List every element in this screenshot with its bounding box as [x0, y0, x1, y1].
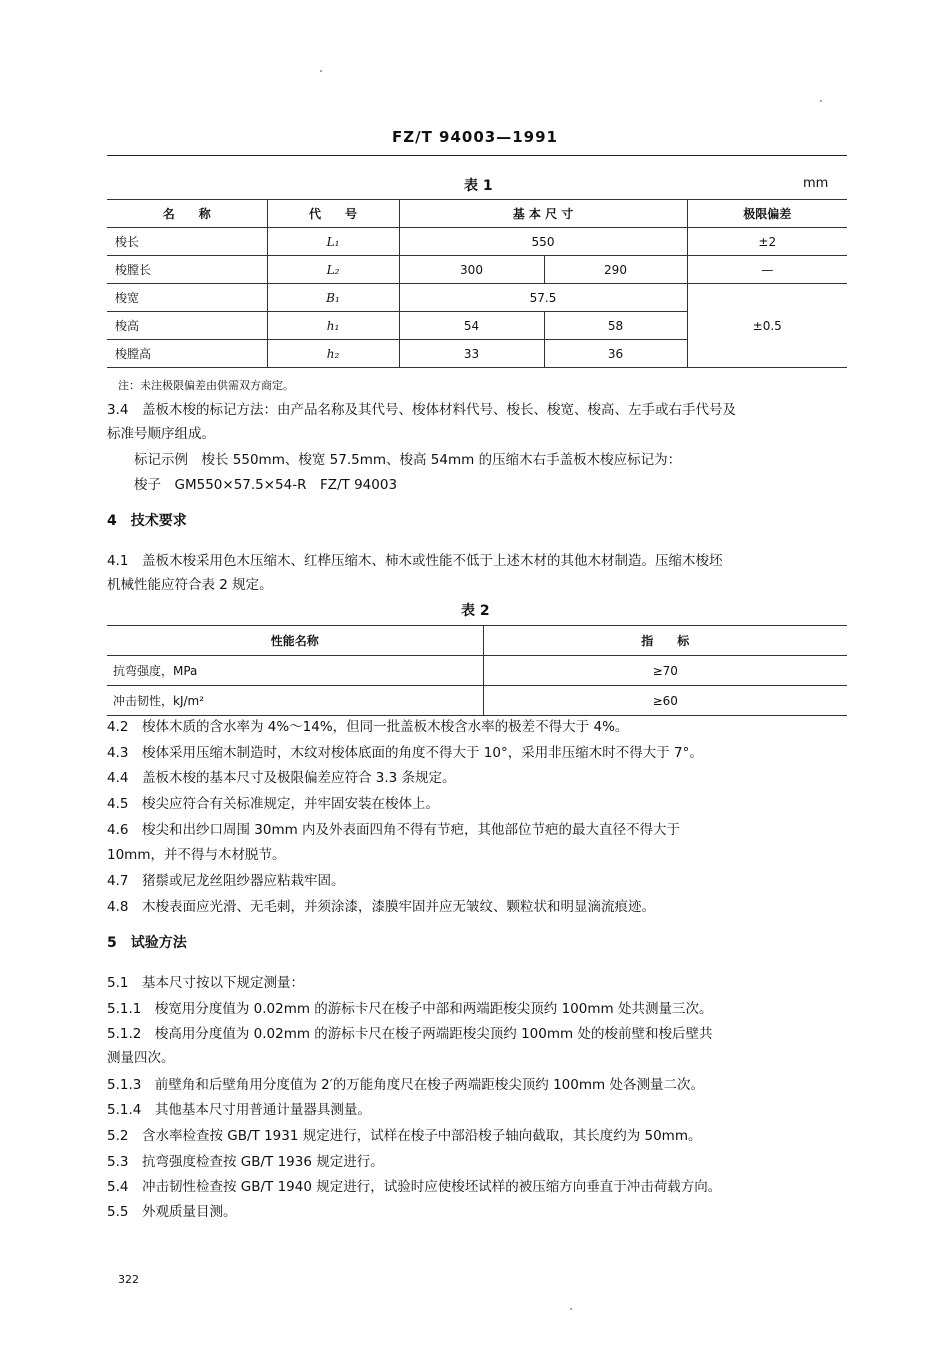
- table-row: [107, 284, 847, 312]
- row-name: 抗弯强度，MPa: [107, 656, 483, 686]
- para-4-1-line2: 机械性能应符合表 2 规定。: [107, 577, 273, 593]
- table1-note: 注：未注极限偏差由供需双方商定。: [118, 379, 294, 392]
- para-3-4-marking: 梭子 GM550×57.5×54-R FZ/T 94003: [107, 477, 398, 493]
- para-4-6-line2: 10mm，并不得与木材脱节。: [107, 847, 286, 863]
- row-value: ≥60: [483, 686, 847, 716]
- table2-header-row: [107, 626, 847, 656]
- col-header-size: 基 本 尺 寸: [399, 200, 687, 228]
- row-value-1: 54: [399, 312, 544, 340]
- para-5-1: 5.1 基本尺寸按以下规定测量：: [107, 975, 304, 991]
- para-4-3: 4.3 梭体采用压缩木制造时，木纹对梭体底面的角度不得大于 10°，采用非压缩木时不得大于 7°。: [107, 745, 703, 761]
- row-name: 梭长: [107, 228, 267, 256]
- row-tolerance-merged: ±0.5: [687, 284, 847, 368]
- para-5-1-2-line2: 测量四次。: [107, 1050, 175, 1066]
- table2-caption: 表 2: [461, 603, 490, 619]
- row-code: h₁: [267, 312, 399, 340]
- para-5-4: 5.4 冲击韧性检查按 GB/T 1940 规定进行，试验时应使梭坯试样的被压缩方向垂直于冲击荷载方向。: [107, 1179, 722, 1195]
- scan-speck: [820, 100, 822, 102]
- para-5-3: 5.3 抗弯强度检查按 GB/T 1936 规定进行。: [107, 1154, 384, 1170]
- para-5-2: 5.2 含水率检查按 GB/T 1931 规定进行，试样在梭子中部沿梭子轴向截取，其长度约为 50mm。: [107, 1128, 702, 1144]
- scan-speck: [570, 1308, 572, 1310]
- row-code: L₂: [267, 256, 399, 284]
- table-row: [107, 656, 847, 686]
- table1: [107, 199, 847, 368]
- para-3-4-line2: 标准号顺序组成。: [107, 426, 215, 442]
- table2: [107, 625, 847, 716]
- para-3-4-example: 标记示例 梭长 550mm、梭宽 57.5mm、梭高 54mm 的压缩木右手盖板木梭应标记为：: [107, 452, 682, 468]
- col-header-name: 名 称: [107, 200, 267, 228]
- page-header: FZ/T 94003—1991: [392, 128, 558, 146]
- section-4-title: 4 技术要求: [107, 513, 187, 529]
- col-header-tolerance: 极限偏差: [687, 200, 847, 228]
- header-rule: [107, 155, 847, 156]
- scan-speck: [320, 70, 322, 72]
- row-value: 57.5: [399, 284, 687, 312]
- row-value-1: 300: [399, 256, 544, 284]
- table1-caption: 表 1: [464, 178, 493, 194]
- table-row: [107, 256, 847, 284]
- row-name: 梭膛长: [107, 256, 267, 284]
- para-3-4-line1: 3.4 盖板木梭的标记方法：由产品名称及其代号、梭体材料代号、梭长、梭宽、梭高、左手或右手代号及: [107, 402, 736, 418]
- row-code: B₁: [267, 284, 399, 312]
- para-4-6-line1: 4.6 梭尖和出纱口周围 30mm 内及外表面四角不得有节疤，其他部位节疤的最大直径不得大于: [107, 822, 681, 838]
- table-row: [107, 228, 847, 256]
- para-4-1-line1: 4.1 盖板木梭采用色木压缩木、红桦压缩木、柿木或性能不低于上述木材的其他木材制造。压缩木梭坯: [107, 553, 723, 569]
- table1-unit: mm: [803, 176, 829, 191]
- row-tolerance: ±2: [687, 228, 847, 256]
- para-4-2: 4.2 梭体木质的含水率为 4%～14%，但同一批盖板木梭含水率的极差不得大于 4%。: [107, 719, 629, 735]
- para-4-4: 4.4 盖板木梭的基本尺寸及极限偏差应符合 3.3 条规定。: [107, 770, 456, 786]
- para-4-7: 4.7 猪鬃或尼龙丝阻纱器应粘栽牢固。: [107, 873, 345, 889]
- row-value-2: 290: [544, 256, 687, 284]
- section-5-title: 5 试验方法: [107, 935, 187, 951]
- row-code: h₂: [267, 340, 399, 368]
- para-5-1-3: 5.1.3 前壁角和后壁角用分度值为 2′的万能角度尺在梭子两端距梭尖顶约 100mm 处各测量二次。: [107, 1077, 704, 1093]
- col-header-code: 代 号: [267, 200, 399, 228]
- row-value: 550: [399, 228, 687, 256]
- row-tolerance: —: [687, 256, 847, 284]
- row-name: 冲击韧性，kJ/m²: [107, 686, 483, 716]
- row-value-2: 36: [544, 340, 687, 368]
- para-5-1-2-line1: 5.1.2 梭高用分度值为 0.02mm 的游标卡尺在梭子两端距梭尖顶约 100mm 处的梭前壁和梭后壁共: [107, 1026, 713, 1042]
- para-5-5: 5.5 外观质量目测。: [107, 1204, 237, 1220]
- para-5-1-1: 5.1.1 梭宽用分度值为 0.02mm 的游标卡尺在梭子中部和两端距梭尖顶约 100mm 处共测量三次。: [107, 1001, 713, 1017]
- row-name: 梭膛高: [107, 340, 267, 368]
- col-header-index: 指 标: [483, 626, 847, 656]
- col-header-property: 性能名称: [107, 626, 483, 656]
- row-value-2: 58: [544, 312, 687, 340]
- para-4-8: 4.8 木梭表面应光滑、无毛刺，并须涂漆，漆膜牢固并应无皱纹、颗粒状和明显滴流痕迹。: [107, 899, 655, 915]
- row-value: ≥70: [483, 656, 847, 686]
- row-name: 梭高: [107, 312, 267, 340]
- table-row: [107, 686, 847, 716]
- para-5-1-4: 5.1.4 其他基本尺寸用普通计量器具测量。: [107, 1102, 371, 1118]
- row-name: 梭宽: [107, 284, 267, 312]
- para-4-5: 4.5 梭尖应符合有关标准规定，并牢固安装在梭体上。: [107, 796, 439, 812]
- row-value-1: 33: [399, 340, 544, 368]
- page-number: 322: [118, 1273, 139, 1286]
- row-code: L₁: [267, 228, 399, 256]
- table1-header-row: [107, 200, 847, 228]
